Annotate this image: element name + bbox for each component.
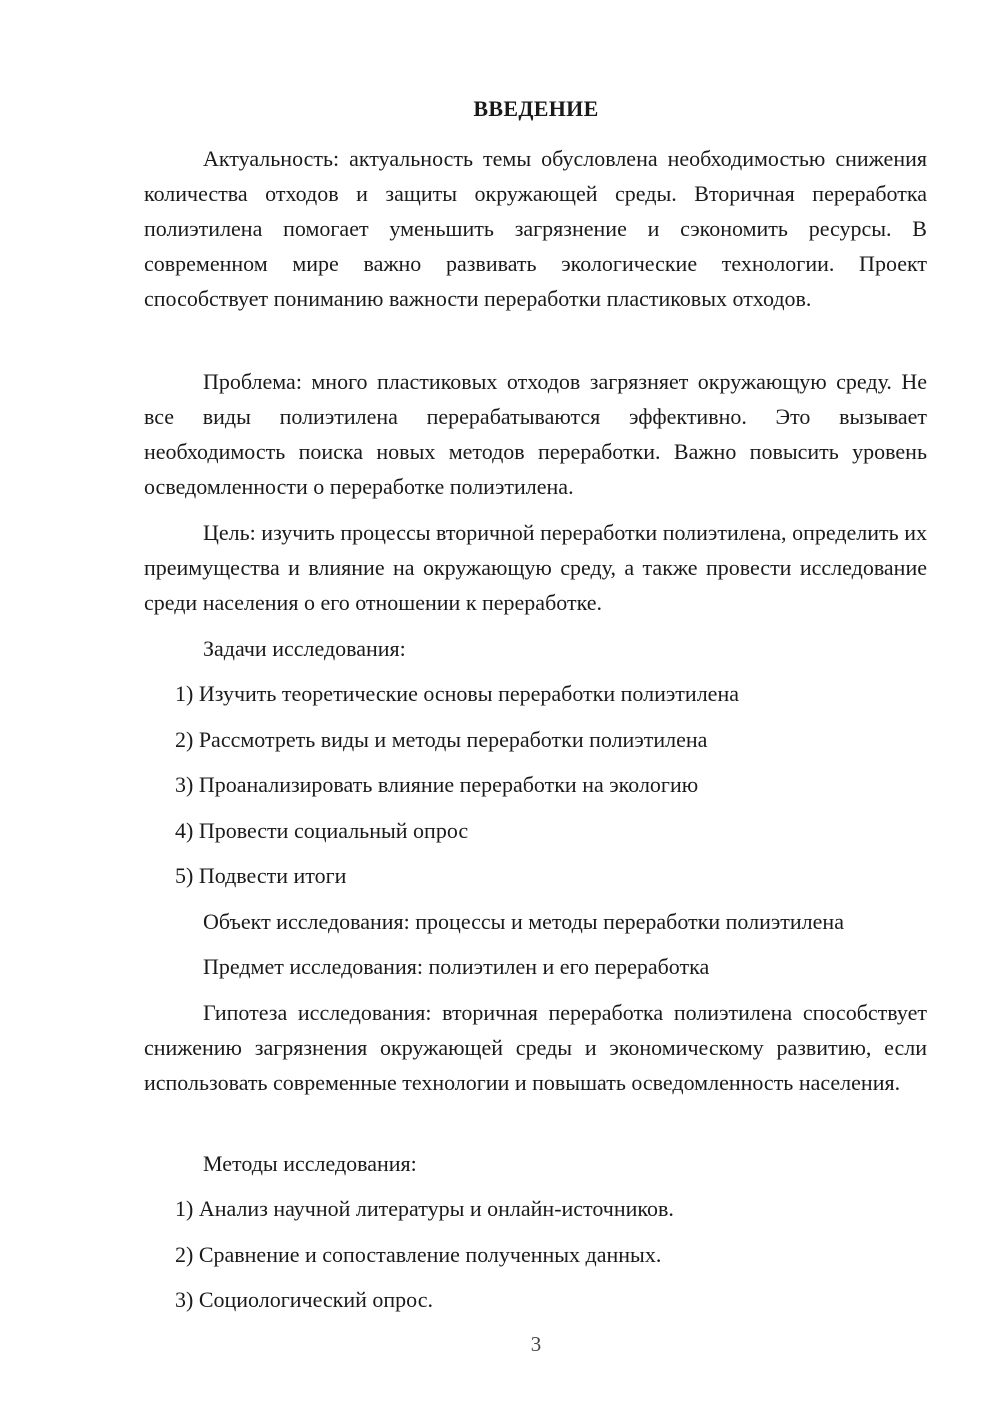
- hypothesis-paragraph: Гипотеза исследования: вторичная переработка полиэтилена способствует снижению загрязнения окружающей среды и экономическому развитию, если использовать современные технологии и повышать осведомленность населения.: [144, 1000, 927, 1095]
- page-title: ВВЕДЕНИЕ: [473, 96, 599, 121]
- subject-line: Предмет исследования: полиэтилен и его переработка: [203, 954, 710, 979]
- task-item: 2) Рассмотреть виды и методы переработки полиэтилена: [175, 727, 708, 752]
- goal-paragraph: Цель: изучить процессы вторичной переработки полиэтилена, определить их преимущества и влияние на окружающую среду, а также провести исследование среди населения о его отношении к переработке.: [144, 520, 927, 615]
- task-item: 4) Провести социальный опрос: [175, 818, 469, 843]
- relevance-paragraph: Актуальность: актуальность темы обусловлена необходимостью снижения количества отходов и защиты окружающей среды. Вторичная переработка полиэтилена помогает уменьшить загрязнение и сэкономить ресурсы. В современном мире важно развивать экологические технологии. Проект способствует пониманию важности переработки пластиковых отходов.: [144, 146, 927, 311]
- tasks-heading: Задачи исследования:: [203, 636, 406, 661]
- methods-heading: Методы исследования:: [203, 1151, 417, 1176]
- problem-paragraph: Проблема: много пластиковых отходов загрязняет окружающую среду. Не все виды полиэтилена перерабатываются эффективно. Это вызывает необходимость поиска новых методов переработки. Важно повысить уровень осведомленности о переработке полиэтилена.: [144, 369, 927, 499]
- object-line: Объект исследования: процессы и методы переработки полиэтилена: [203, 909, 844, 934]
- task-item: 5) Подвести итоги: [175, 863, 347, 888]
- method-item: 3) Социологический опрос.: [175, 1287, 433, 1312]
- task-item: 1) Изучить теоретические основы переработки полиэтилена: [175, 681, 739, 706]
- page-number: 3: [530, 1332, 542, 1356]
- task-item: 3) Проанализировать влияние переработки на экологию: [175, 772, 699, 797]
- method-item: 2) Сравнение и сопоставление полученных данных.: [175, 1242, 662, 1267]
- method-item: 1) Анализ научной литературы и онлайн-источников.: [175, 1196, 674, 1221]
